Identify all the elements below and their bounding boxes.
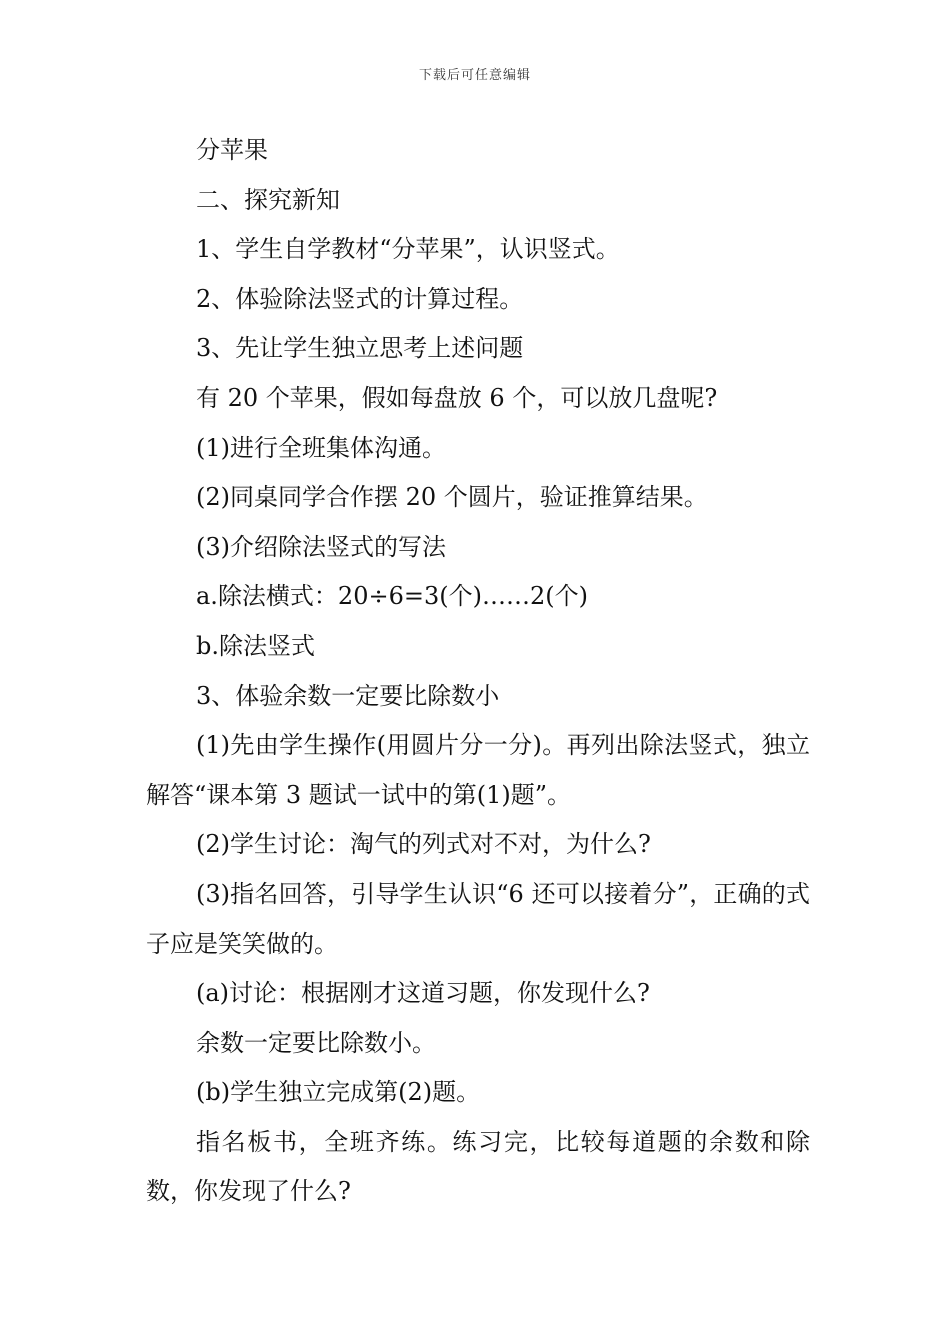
paragraph: 余数一定要比除数小。	[196, 1028, 436, 1057]
paragraph: b.除法竖式	[196, 631, 315, 660]
paragraph: 有 20 个苹果，假如每盘放 6 个，可以放几盘呢?	[196, 383, 718, 412]
document-body	[146, 126, 810, 1217]
paragraph: 1、学生自学教材“分苹果”，认识竖式。	[196, 235, 620, 264]
paragraph: 3、先让学生独立思考上述问题	[196, 334, 524, 363]
paragraph: (b)学生独立完成第(2)题。	[196, 1078, 481, 1107]
paragraph: 2、体验除法竖式的计算过程。	[196, 284, 524, 313]
paragraph: 指名板书，全班齐练。练习完，比较每道题的余数和除数，你发现了什么?	[146, 1127, 810, 1206]
paragraph: (a)讨论：根据刚才这道习题，你发现什么?	[196, 979, 650, 1008]
paragraph: (1)先由学生操作(用圆片分一分)。再列出除法竖式，独立解答“课本第 3 题试一试中的第(1)题”。	[146, 731, 810, 809]
paragraph: a.除法横式：20÷6=3(个)……2(个)	[196, 582, 588, 611]
paragraph: (3)介绍除法竖式的写法	[196, 532, 446, 561]
paragraph: (1)进行全班集体沟通。	[196, 433, 446, 462]
paragraph: 分苹果	[196, 136, 268, 164]
section-heading: 二、探究新知	[196, 185, 340, 214]
page-header: 下载后可任意编辑	[418, 68, 531, 83]
paragraph: 3、体验余数一定要比除数小	[196, 681, 500, 710]
paragraph: (2)同桌同学合作摆 20 个圆片，验证推算结果。	[196, 483, 708, 512]
paragraph: (2)学生讨论：淘气的列式对不对，为什么?	[196, 830, 651, 859]
paragraph: (3)指名回答，引导学生认识“6 还可以接着分”，正确的式子应是笑笑做的。	[146, 879, 810, 958]
